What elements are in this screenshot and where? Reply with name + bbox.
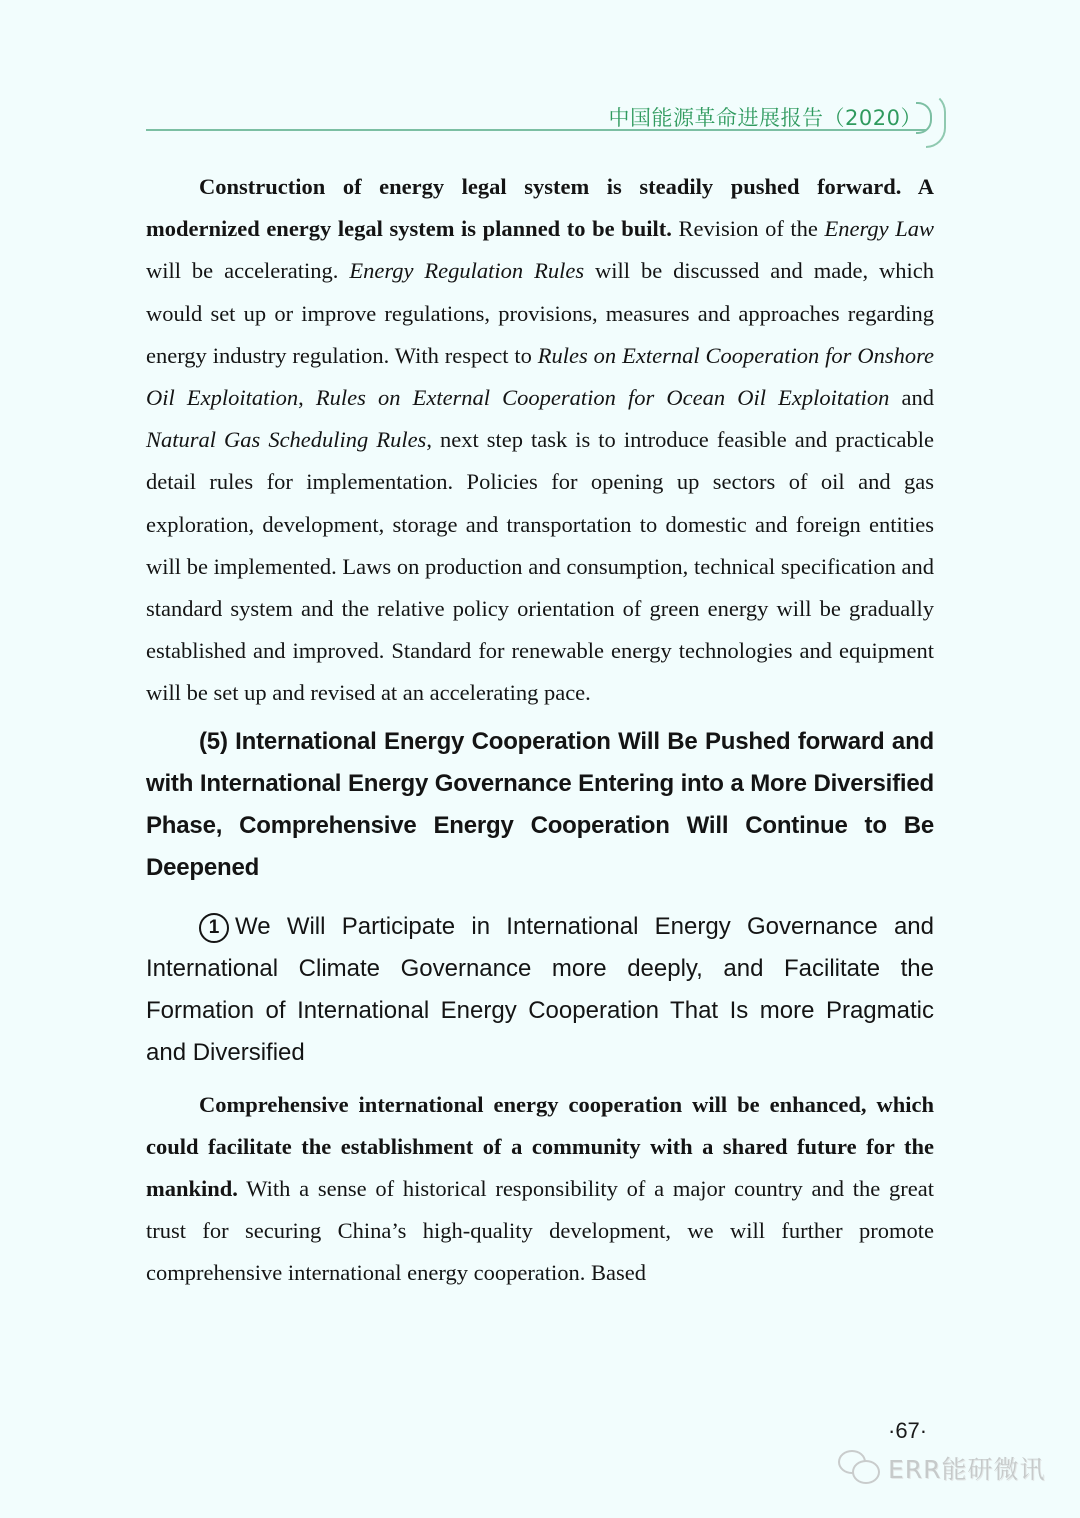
- italic-title-energy-law: Energy Law: [824, 216, 934, 242]
- italic-title-gas-rules: Natural Gas Scheduling Rules: [146, 427, 427, 453]
- circled-number: 1: [199, 913, 229, 943]
- watermark-text: ERR能研微讯: [888, 1455, 1046, 1484]
- lead-bold-text: Comprehensive international energy cooperation will be enhanced, which could facilitate the establishment of a community with a shared future for the mankind.: [146, 1091, 934, 1202]
- paragraph-legal-system: [146, 166, 934, 715]
- body-text: Revision of the: [671, 216, 825, 242]
- section-heading: (5) International Energy Cooperation Will Be Pushed forward and with International Energy Governance Entering into a More Diversified Phase, Comprehensive Energy Cooperation Will Continue to Be Deepened: [146, 727, 934, 881]
- body-text: , next step task is to introduce feasible and practicable detail rules for implementation. Policies for opening up sectors of oil and gas exploration, development, storage and transportation to domestic and foreign entities will be implemented. Laws on production and consumption, technical specification and standard system and the relative policy orientation of green energy will be gradually established and improved. Standard for renewable energy technologies and equipment will be set up and revised at an accelerating pace.: [146, 427, 934, 706]
- watermark: [838, 1450, 1046, 1486]
- running-header: [146, 98, 946, 158]
- header-title: 中国能源革命进展报告（2020）: [608, 106, 922, 130]
- italic-title-ocean-rules: Rules on External Cooperation for Ocean Oil Exploitation: [315, 385, 890, 411]
- italic-title-regulation-rules: Energy Regulation Rules: [349, 258, 585, 284]
- body-text: will be discussed and made, which would set up or improve regulations, provisions, measures and approaches regarding energy industry regulation. With respect to: [146, 258, 934, 368]
- subsection-heading-text: We Will Participate in International Energy Governance and International Climate Governance more deeply, and Facilitate the Formation of International Energy Cooperation That Is more Pragmatic and Diversified: [146, 912, 934, 1066]
- body-text: will be accelerating.: [146, 258, 350, 284]
- paragraph-cooperation: [146, 1084, 934, 1295]
- header-arc-decoration: [926, 92, 946, 148]
- page-content: [146, 166, 934, 1295]
- body-text: ,: [298, 385, 316, 411]
- subsection-heading: [146, 906, 934, 1074]
- lead-bold-text: Construction of energy legal system is steadily pushed forward. A modernized energy legal system is planned to be built.: [146, 174, 934, 242]
- body-text: and: [889, 385, 934, 411]
- body-text: With a sense of historical responsibility of a major country and the great trust for securing China’s high-quality development, we will further promote comprehensive international energy cooperation. Based: [146, 1176, 934, 1286]
- italic-title-onshore-rules: Rules on External Cooperation for Onshore Oil Exploitation: [146, 342, 934, 411]
- page-number: ·67·: [888, 1418, 928, 1443]
- wechat-icon: [838, 1450, 882, 1486]
